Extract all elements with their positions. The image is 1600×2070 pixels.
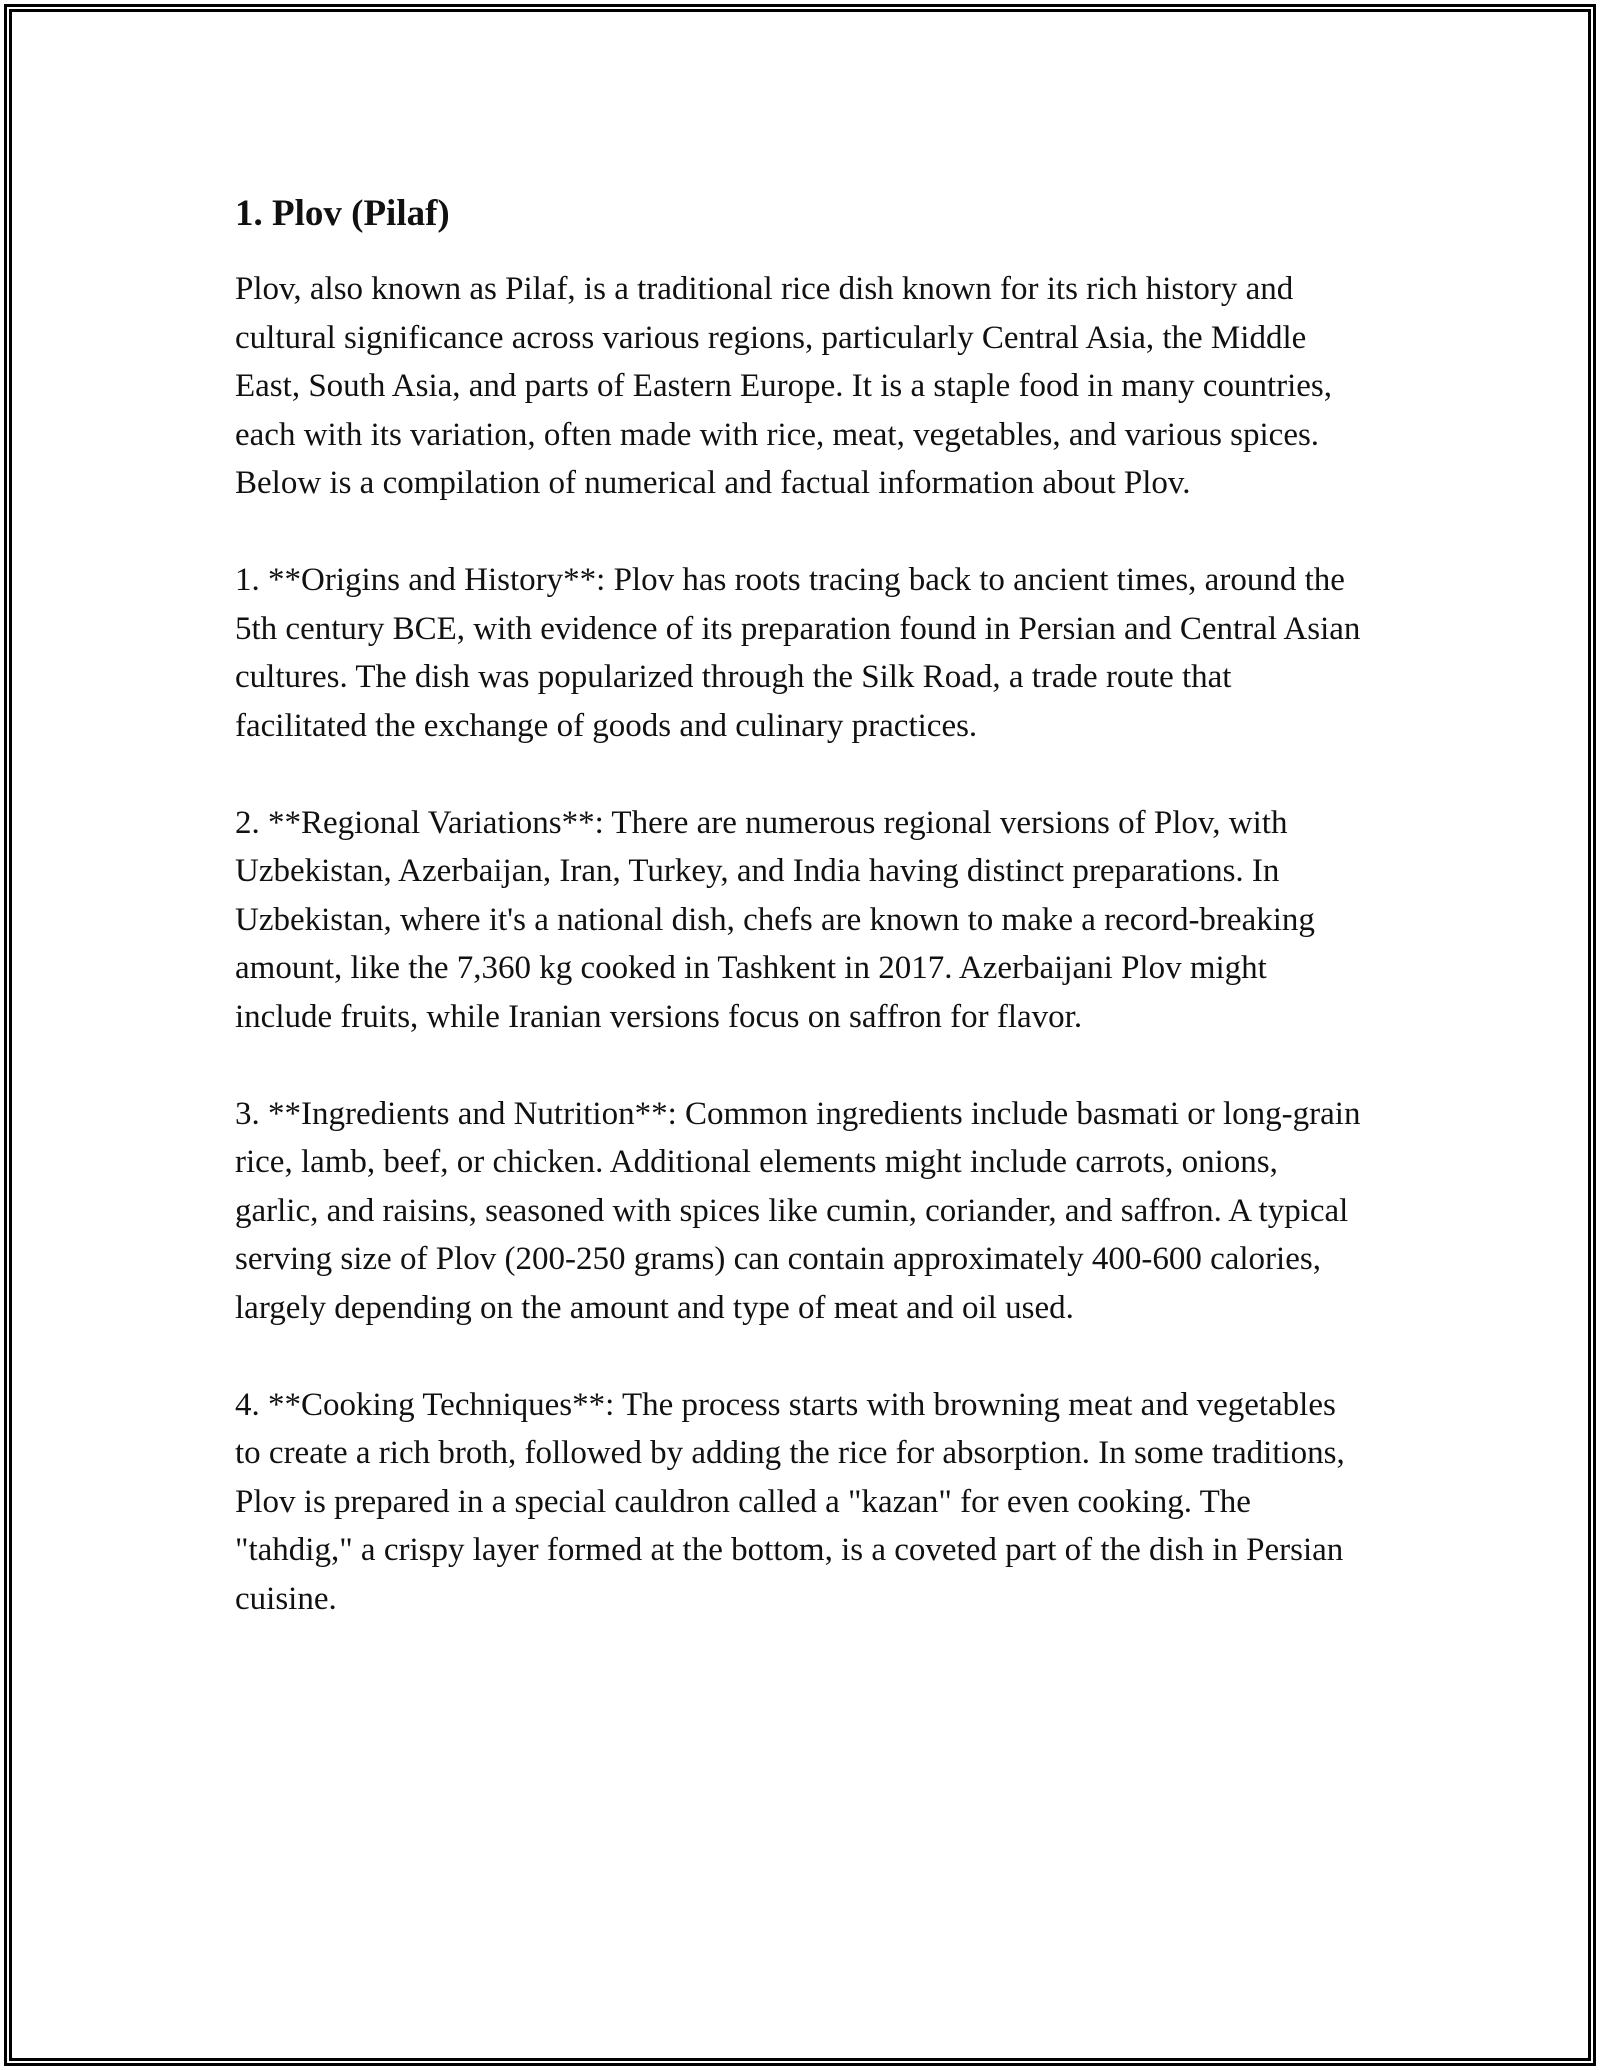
cooking-techniques-paragraph: 4. **Cooking Techniques**: The process starts with browning meat and vegetables to create a rich broth, followed by adding the rice for absorption. In some traditions, Plov is prepared in a special cauldron called a "kazan" for even cooking. The "tahdig," a crispy layer formed at the bottom, is a coveted part of the dish in Persian cuisine.: [235, 1386, 1345, 1617]
ingredients-paragraph: 3. **Ingredients and Nutrition**: Common ingredients include basmati or long-grain rice, lamb, beef, or chicken. Additional elements might include carrots, onions, garlic, and raisins, seasoned with spices like cumin, coriander, and saffron. A typical serving size of Plov (200-250 grams) can contain approximately 400-600 calories, largely depending on the amount and type of meat and oil used.: [235, 1095, 1361, 1326]
document-title: 1. Plov (Pilaf): [235, 193, 450, 234]
origins-paragraph: 1. **Origins and History**: Plov has roots tracing back to ancient times, around the 5th century BCE, with evidence of its preparation found in Persian and Central Asian cultures. The dish was popularized through the Silk Road, a trade route that facilitated the exchange of goods and culinary practices.: [235, 562, 1361, 744]
regional-variations-paragraph: 2. **Regional Variations**: There are numerous regional versions of Plov, with Uzbekistan, Azerbaijan, Iran, Turkey, and India having distinct preparations. In Uzbekistan, where it's a national dish, chefs are known to make a record-breaking amount, like the 7,360 kg cooked in Tashkent in 2017. Azerbaijani Plov might include fruits, while Iranian versions focus on saffron for flavor.: [235, 804, 1315, 1035]
intro-paragraph: Plov, also known as Pilaf, is a traditional rice dish known for its rich history and cultural significance across various regions, particularly Central Asia, the Middle East, South Asia, and parts of Eastern Europe. It is a staple food in many countries, each with its variation, often made with rice, meat, vegetables, and various spices. Below is a compilation of numerical and factual information about Plov.: [235, 271, 1333, 501]
document-body: [235, 188, 1365, 1672]
